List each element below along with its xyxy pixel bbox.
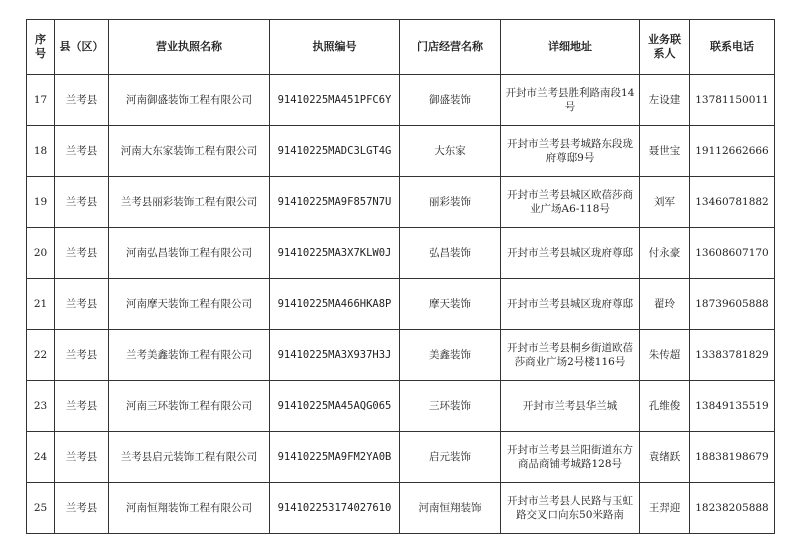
table-row xyxy=(27,483,775,534)
cell-license-name: 兰考县丽彩装饰工程有限公司 xyxy=(109,177,270,228)
cell-contact: 王羿迎 xyxy=(640,483,690,534)
cell-license-no: 91410225MADC3LGT4G xyxy=(270,126,400,177)
header-contact: 业务联系人 xyxy=(640,20,690,75)
cell-seq: 19 xyxy=(27,177,55,228)
cell-phone: 18238205888 xyxy=(690,483,775,534)
table-row xyxy=(27,381,775,432)
cell-phone: 13460781882 xyxy=(690,177,775,228)
cell-license-name: 兰考县启元装饰工程有限公司 xyxy=(109,432,270,483)
table-row xyxy=(27,75,775,126)
cell-license-no: 91410225MA451PFC6Y xyxy=(270,75,400,126)
header-license-no: 执照编号 xyxy=(270,20,400,75)
cell-county: 兰考县 xyxy=(55,75,109,126)
cell-address: 开封市兰考县华兰城 xyxy=(501,381,640,432)
cell-address: 开封市兰考县城区珑府尊邸 xyxy=(501,279,640,330)
cell-license-name: 河南御盛装饰工程有限公司 xyxy=(109,75,270,126)
cell-county: 兰考县 xyxy=(55,279,109,330)
cell-phone: 13383781829 xyxy=(690,330,775,381)
table-row xyxy=(27,126,775,177)
cell-contact: 聂世宝 xyxy=(640,126,690,177)
cell-county: 兰考县 xyxy=(55,330,109,381)
cell-license-name: 河南大东家装饰工程有限公司 xyxy=(109,126,270,177)
cell-address: 开封市兰考县桐乡街道欧蓓莎商业广场2号楼116号 xyxy=(501,330,640,381)
cell-store-name: 大东家 xyxy=(400,126,501,177)
cell-contact: 付永豪 xyxy=(640,228,690,279)
cell-phone: 19112662666 xyxy=(690,126,775,177)
cell-seq: 18 xyxy=(27,126,55,177)
cell-license-no: 91410225MA9F857N7U xyxy=(270,177,400,228)
cell-seq: 23 xyxy=(27,381,55,432)
cell-seq: 21 xyxy=(27,279,55,330)
cell-phone: 18739605888 xyxy=(690,279,775,330)
cell-license-no: 914102253174027610 xyxy=(270,483,400,534)
cell-county: 兰考县 xyxy=(55,228,109,279)
header-row xyxy=(27,20,775,75)
cell-phone: 18838198679 xyxy=(690,432,775,483)
cell-store-name: 御盛装饰 xyxy=(400,75,501,126)
cell-license-name: 河南三环装饰工程有限公司 xyxy=(109,381,270,432)
cell-contact: 孔维俊 xyxy=(640,381,690,432)
table-row xyxy=(27,228,775,279)
table-row xyxy=(27,177,775,228)
cell-county: 兰考县 xyxy=(55,483,109,534)
cell-county: 兰考县 xyxy=(55,432,109,483)
table-row xyxy=(27,279,775,330)
cell-seq: 22 xyxy=(27,330,55,381)
cell-seq: 25 xyxy=(27,483,55,534)
cell-seq: 20 xyxy=(27,228,55,279)
cell-store-name: 三环装饰 xyxy=(400,381,501,432)
cell-contact: 朱传超 xyxy=(640,330,690,381)
cell-contact: 刘军 xyxy=(640,177,690,228)
header-county: 县（区） xyxy=(55,20,109,75)
cell-address: 开封市兰考县城区珑府尊邸 xyxy=(501,228,640,279)
table-row xyxy=(27,432,775,483)
table-row xyxy=(27,330,775,381)
cell-store-name: 河南恒翔装饰 xyxy=(400,483,501,534)
cell-license-no: 91410225MA9FM2YA0B xyxy=(270,432,400,483)
decoration-company-table xyxy=(26,19,775,534)
cell-license-name: 兰考美鑫装饰工程有限公司 xyxy=(109,330,270,381)
header-seq: 序号 xyxy=(27,20,55,75)
cell-license-name: 河南弘昌装饰工程有限公司 xyxy=(109,228,270,279)
header-phone: 联系电话 xyxy=(690,20,775,75)
cell-store-name: 丽彩装饰 xyxy=(400,177,501,228)
cell-seq: 24 xyxy=(27,432,55,483)
cell-address: 开封市兰考县城区欧蓓莎商业广场A6-118号 xyxy=(501,177,640,228)
cell-contact: 袁绪跃 xyxy=(640,432,690,483)
cell-address: 开封市兰考县兰阳街道东方商品商铺考城路128号 xyxy=(501,432,640,483)
cell-store-name: 启元装饰 xyxy=(400,432,501,483)
cell-phone: 13608607170 xyxy=(690,228,775,279)
cell-store-name: 弘昌装饰 xyxy=(400,228,501,279)
cell-contact: 翟玲 xyxy=(640,279,690,330)
cell-county: 兰考县 xyxy=(55,126,109,177)
cell-license-name: 河南恒翔装饰工程有限公司 xyxy=(109,483,270,534)
cell-address: 开封市兰考县考城路东段珑府尊邸9号 xyxy=(501,126,640,177)
cell-license-no: 91410225MA466HKA8P xyxy=(270,279,400,330)
cell-store-name: 摩天装饰 xyxy=(400,279,501,330)
header-license-name: 营业执照名称 xyxy=(109,20,270,75)
cell-contact: 左设建 xyxy=(640,75,690,126)
header-store-name: 门店经营名称 xyxy=(400,20,501,75)
header-address: 详细地址 xyxy=(501,20,640,75)
cell-seq: 17 xyxy=(27,75,55,126)
cell-phone: 13849135519 xyxy=(690,381,775,432)
cell-store-name: 美鑫装饰 xyxy=(400,330,501,381)
cell-license-name: 河南摩天装饰工程有限公司 xyxy=(109,279,270,330)
cell-phone: 13781150011 xyxy=(690,75,775,126)
cell-county: 兰考县 xyxy=(55,177,109,228)
cell-county: 兰考县 xyxy=(55,381,109,432)
cell-address: 开封市兰考县胜利路南段14号 xyxy=(501,75,640,126)
cell-license-no: 91410225MA45AQG065 xyxy=(270,381,400,432)
cell-license-no: 91410225MA3X937H3J xyxy=(270,330,400,381)
cell-address: 开封市兰考县人民路与玉虹路交叉口向东50米路南 xyxy=(501,483,640,534)
cell-license-no: 91410225MA3X7KLW0J xyxy=(270,228,400,279)
